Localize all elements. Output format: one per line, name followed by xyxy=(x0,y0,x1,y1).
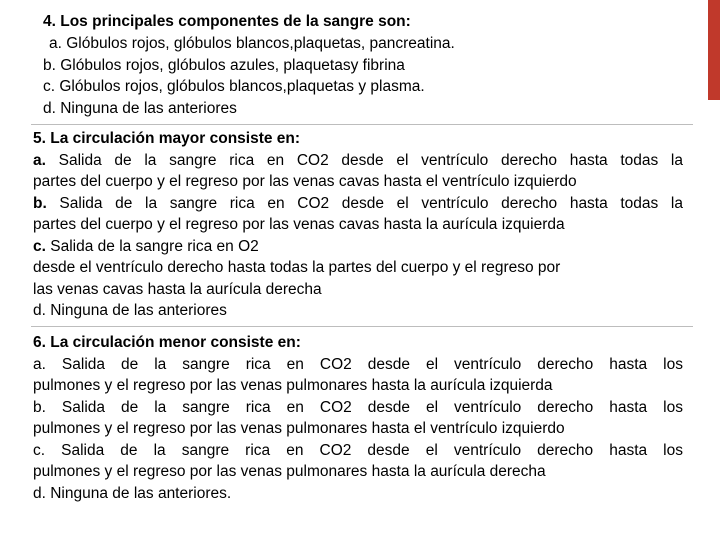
question-4-option-d: d. Ninguna de las anteriores xyxy=(43,100,237,118)
question-4-option-c: c. Glóbulos rojos, glóbulos blancos,plaquetas y plasma. xyxy=(43,78,425,96)
question-6-option-d: d. Ninguna de las anteriores. xyxy=(33,484,232,502)
option-label: a. xyxy=(33,151,46,169)
question-4-title: 4. Los principales componentes de la sangre son: xyxy=(43,13,411,30)
question-6-option-a-line-2: pulmones y el regreso por las venas pulmonares hasta la aurícula izquierda xyxy=(33,377,553,394)
option-label: c. xyxy=(33,237,46,255)
option-label: b. xyxy=(33,194,47,212)
question-5-option-d: d. Ninguna de las anteriores xyxy=(33,302,227,319)
option-text: Salida de la sangre rica en CO2 desde el ventrículo derecho hasta todas la xyxy=(59,194,683,212)
divider xyxy=(31,326,693,327)
question-6-option-c-line-1: c. Salida de la sangre rica en CO2 desde el ventrículo derecho hasta los xyxy=(33,441,683,459)
question-4-option-b: b. Glóbulos rojos, glóbulos azules, plaquetasy fibrina xyxy=(43,56,405,74)
question-5-option-a-line-1 xyxy=(33,150,683,172)
option-text: Salida de la sangre rica en O2 xyxy=(50,237,259,255)
question-6 xyxy=(33,332,683,504)
question-6-option-c-line-2: pulmones y el regreso por las venas pulmonares hasta la aurícula derecha xyxy=(33,463,546,480)
option-text: Salida de la sangre rica en CO2 desde el ventrículo derecho hasta todas la xyxy=(58,151,683,169)
question-5-option-b-line-2: partes del cuerpo y el regreso por las venas cavas hasta la aurícula izquierda xyxy=(33,216,565,233)
question-5-option-a-line-2: partes del cuerpo y el regreso por las venas cavas hasta el ventrículo izquierdo xyxy=(33,173,577,190)
question-4-option-a: a. Glóbulos rojos, glóbulos blancos,plaquetas, pancreatina. xyxy=(49,34,455,52)
question-4 xyxy=(43,11,455,120)
question-5 xyxy=(33,128,683,322)
accent-bar xyxy=(708,0,720,100)
question-6-option-a-line-1: a. Salida de la sangre rica en CO2 desde el ventrículo derecho hasta los xyxy=(33,355,683,373)
question-5-option-c-line-3: las venas cavas hasta la aurícula derecha xyxy=(33,280,322,298)
question-5-option-c-line-1 xyxy=(33,236,683,258)
question-6-option-b-line-1: b. Salida de la sangre rica en CO2 desde el ventrículo derecho hasta los xyxy=(33,398,683,416)
question-5-title: 5. La circulación mayor consiste en: xyxy=(33,130,301,147)
question-5-option-b-line-1 xyxy=(33,193,683,215)
divider xyxy=(31,124,693,125)
question-6-option-b-line-2: pulmones y el regreso por las venas pulmonares hasta el ventrículo izquierdo xyxy=(33,420,565,437)
question-6-title: 6. La circulación menor consiste en: xyxy=(33,334,301,351)
question-5-option-c-line-2: desde el ventrículo derecho hasta todas la partes del cuerpo y el regreso por xyxy=(33,259,561,276)
